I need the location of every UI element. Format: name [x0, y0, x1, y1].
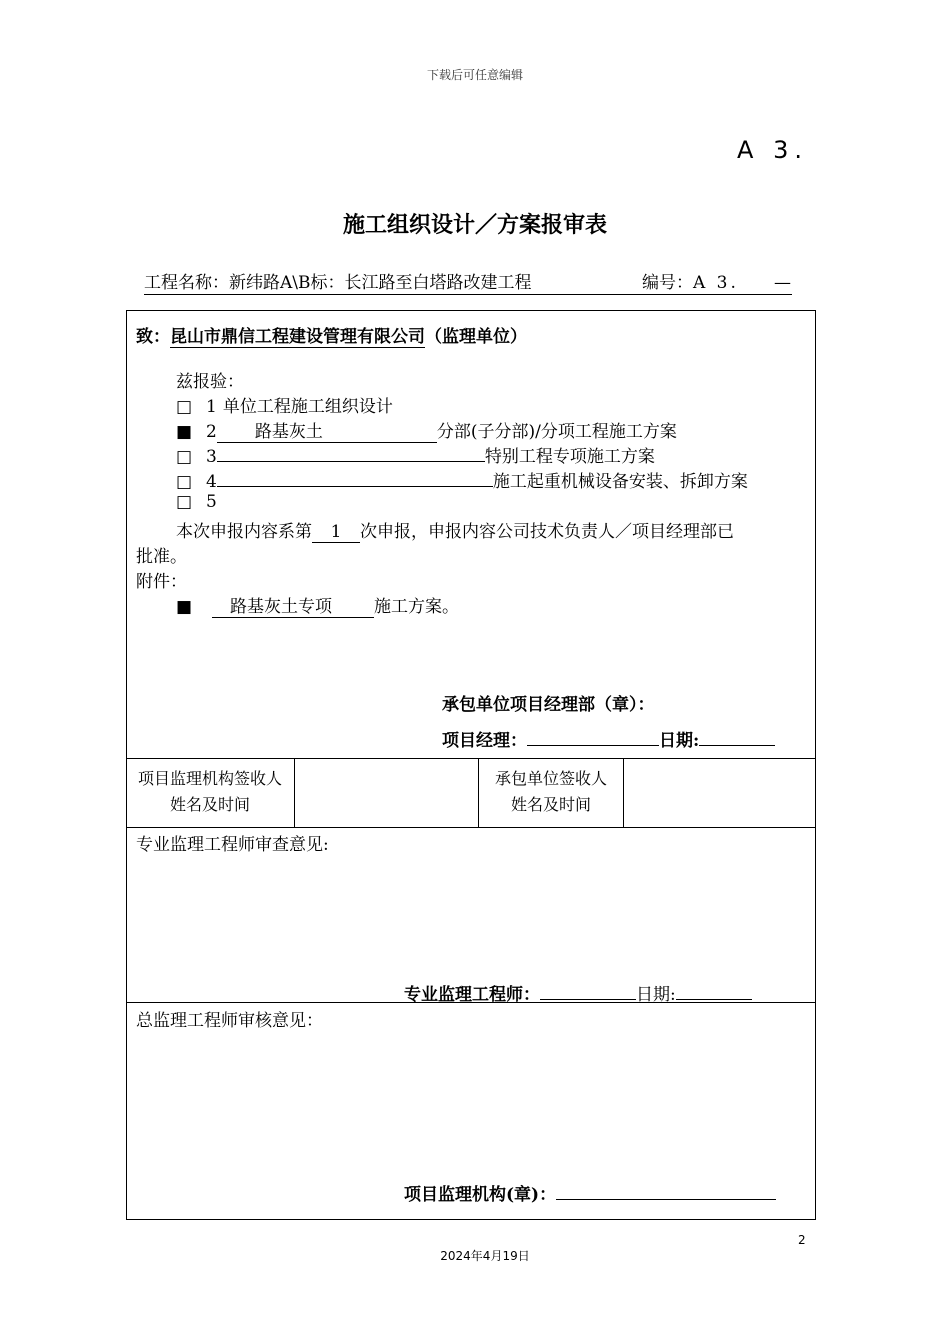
checkbox-icon[interactable]: □: [176, 492, 193, 512]
checkbox-icon[interactable]: □: [176, 472, 193, 492]
divider-sign-row: [126, 827, 816, 828]
item-4: [176, 467, 748, 492]
addressee-label: 致：: [136, 327, 170, 347]
engineer-opinion-label: 专业监理工程师审查意见:: [136, 835, 329, 855]
chief-opinion-label: 总监理工程师审核意见：: [136, 1011, 323, 1031]
item-fill[interactable]: 路基灰土: [217, 424, 437, 443]
item-1: [176, 392, 393, 417]
supervision-company: 昆山市鼎信工程建设管理有限公司: [170, 327, 425, 347]
engineer-line: [404, 980, 752, 1005]
project-name: 新纬路A\B标：长江路至白塔路改建工程: [229, 273, 532, 293]
project-name-label: 工程名称：: [144, 273, 229, 293]
page-number: 2: [798, 1233, 806, 1247]
supervision-seal-label: 项目监理机构(章)：: [404, 1185, 557, 1205]
item-number: 5: [206, 492, 217, 512]
report-suffix: 次申报，申报内容公司技术负责人／项目经理部已: [360, 522, 734, 542]
report-count[interactable]: 1: [312, 524, 360, 543]
item-number: 2: [206, 422, 217, 442]
supervision-seal-field[interactable]: [556, 1181, 776, 1200]
project-number-suffix: —: [774, 273, 791, 293]
checkbox-icon[interactable]: □: [176, 447, 193, 467]
attachment-text: 施工方案。: [374, 597, 459, 617]
checkbox-checked-icon[interactable]: ■: [176, 422, 193, 442]
footer-date: 2024年4月19日: [440, 1249, 530, 1263]
attachment-item: [176, 592, 459, 618]
report-line-2: 批准。: [136, 547, 187, 567]
form-code: A 3.: [737, 136, 808, 164]
supervisor-sign-field[interactable]: [295, 759, 477, 826]
item-text: 单位工程施工组织设计: [222, 397, 393, 417]
contractor-sign-label: 承包单位签收人姓名及时间: [494, 769, 607, 814]
item-text: 特别工程专项施工方案: [484, 447, 655, 467]
item-3: [176, 442, 655, 467]
pm-label: 项目经理：: [442, 731, 527, 751]
engineer-date-field[interactable]: [676, 981, 752, 1000]
project-number: A 3.: [693, 273, 739, 293]
engineer-date-label: 日期:: [636, 985, 676, 1005]
page-title: 施工组织设计／方案报审表: [342, 213, 607, 238]
item-text: 施工起重机械设备安装、拆卸方案: [492, 472, 748, 492]
intro-text: 兹报验：: [176, 372, 244, 392]
sign-col-2: [478, 758, 479, 827]
project-number-label: 编号：: [642, 273, 693, 293]
header-note: 下载后可任意编辑: [426, 68, 523, 82]
pm-signature-field[interactable]: [527, 727, 659, 746]
contractor-seal-label: 承包单位项目经理部（章）：: [442, 695, 655, 715]
supervisor-sign-label: 项目监理机构签收人姓名及时间: [138, 769, 283, 814]
item-text: 分部(子分部)/分项工程施工方案: [436, 422, 677, 442]
project-line: [144, 272, 792, 295]
item-number: 4: [206, 472, 217, 492]
item-fill[interactable]: [217, 443, 485, 462]
supervision-seal-line: [404, 1180, 776, 1205]
supervision-role: （监理单位）: [425, 327, 527, 347]
checkbox-icon[interactable]: □: [176, 397, 193, 417]
item-number: 1: [206, 397, 217, 417]
item-5: [176, 492, 217, 512]
report-prefix: 本次申报内容系第: [176, 522, 312, 542]
attachment-label: 附件：: [136, 572, 187, 592]
addressee: [136, 322, 527, 348]
item-2: [176, 417, 677, 443]
checkbox-checked-icon[interactable]: ■: [176, 597, 193, 617]
engineer-signature-field[interactable]: [540, 981, 636, 1000]
pm-date-label: 日期:: [659, 731, 700, 751]
pm-line: [442, 726, 775, 751]
pm-date-field[interactable]: [699, 727, 775, 746]
item-number: 3: [206, 447, 217, 467]
report-line-1: [176, 517, 734, 543]
contractor-sign-field[interactable]: [624, 759, 814, 826]
item-fill[interactable]: [217, 468, 493, 487]
engineer-label: 专业监理工程师：: [404, 985, 540, 1005]
attachment-fill[interactable]: 路基灰土专项: [212, 599, 374, 618]
